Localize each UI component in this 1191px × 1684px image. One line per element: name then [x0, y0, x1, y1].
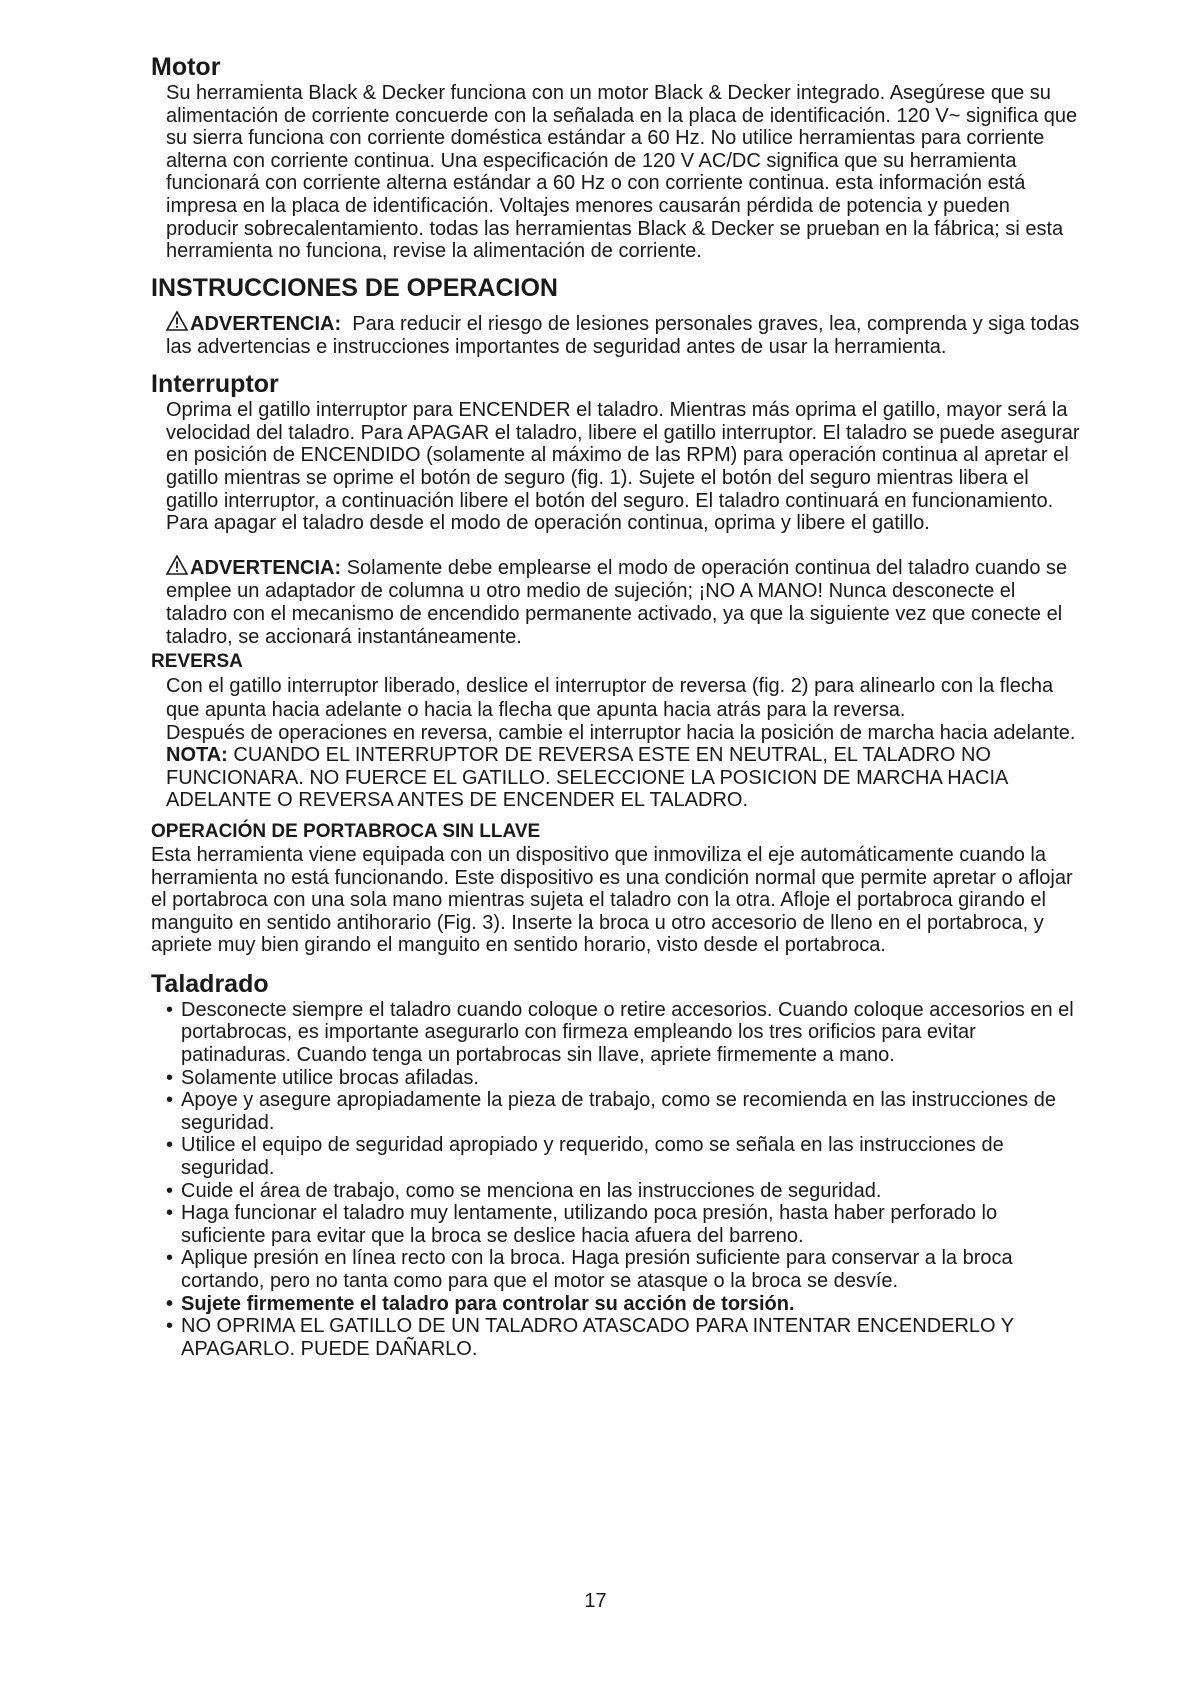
operation-heading: INSTRUCCIONES DE OPERACION: [151, 273, 558, 302]
motor-text: Su herramienta Black & Decker funciona con un motor Black & Decker integrado. Asegúrese que su alimentación de corriente concuerde con la señalada en la placa de identificación. 120 V~ significa que su sierra funciona con corriente doméstica estándar a 60 Hz. No utilice herramientas para corriente alterna con corriente continua. Una especificación de 120 V AC/DC significa que su herramienta funcionará con corriente alterna estándar a 60 Hz o con corriente continua. esta información está impresa en la placa de identificación. Voltajes menores causarán pérdida de potencia y pueden producir sobrecalentamiento. todas las herramientas Black & Decker se prueban en la fábrica; si esta herramienta no funciona, revise la alimentación de corriente.: [166, 82, 1078, 263]
note-text: CUANDO EL INTERRUPTOR DE REVERSA ESTE EN NEUTRAL, EL TALADRO NO FUNCIONARA. NO FUERCE EL GATILLO. SELECCIONE LA POSICION DE MARCHA HACIA ADELANTE O REVERSA ANTES DE ENCENDER EL TALADRO.: [166, 744, 1008, 812]
manual-page: [151, 52, 1081, 1360]
warning-triangle-icon: [166, 555, 190, 577]
list-item: • Sujete firmemente el taladro para controlar su acción de torsión.: [166, 1292, 795, 1315]
list-item: • Desconecte siempre el taladro cuando coloque o retire accesorios. Cuando coloque accesorios en el portabrocas, es importante asegurarlo con firmeza empleando los tres orificios para evitar patinaduras. Cuando tenga un portabrocas sin llave, apriete firmemente a mano.: [166, 998, 1074, 1067]
list-item: • NO OPRIMA EL GATILLO DE UN TALADRO ATASCADO PARA INTENTAR ENCENDERLO Y APAGARLO. PUEDE DAÑARLO.: [166, 1315, 1014, 1360]
switch-text: Oprima el gatillo interruptor para ENCENDER el taladro. Mientras más oprima el gatillo, mayor será la velocidad del taladro. Para APAGAR el taladro, libere el gatillo interruptor. El taladro se puede asegurar en posición de ENCENDIDO (solamente al máximo de las RPM) para operación continua al apretar el gatillo mientras se oprime el botón de seguro (fig. 1). Sujete el botón del seguro mientras libera el gatillo interruptor, a continuación libere el botón del seguro. El taladro continuará en funcionamiento. Para apagar el taladro desde el modo de operación continua, oprima y libere el gatillo.: [166, 399, 1080, 535]
list-item: • Cuide el área de trabajo, como se menciona en las instrucciones de seguridad.: [166, 1179, 882, 1202]
drilling-list: [151, 999, 1081, 1361]
switch-warning: [151, 555, 1081, 650]
list-item: • Apoye y asegure apropiadamente la pieza de trabajo, como se recomienda en las instrucciones de seguridad.: [166, 1089, 1056, 1134]
drilling-heading: Taladrado: [151, 969, 269, 998]
chuck-text: Esta herramienta viene equipada con un dispositivo que inmoviliza el eje automáticamente cuando la herramienta no está funcionando. Este dispositivo es una condición normal que permite apretar o aflojar el portabroca con una sola mano mientras sujeta el taladro con la otra. Afloje el portabroca girando el manguito en sentido antihorario (Fig. 3). Inserte la broca u otro accesorio de lleno en el portabroca, y apriete muy bien girando el manguito en sentido horario, visto desde el portabroca.: [151, 843, 1073, 957]
motor-heading: Motor: [151, 53, 221, 81]
note-label: NOTA:: [166, 744, 228, 767]
warning-label: ADVERTENCIA:: [190, 312, 342, 335]
list-item: • Solamente utilice brocas afiladas.: [166, 1066, 479, 1089]
warning-triangle-icon: [166, 311, 190, 333]
reverse-text-1: Con el gatillo interruptor liberado, deslice el interruptor de reversa (fig. 2) para alinearlo con la flecha que apunta hacia adelante o hacia la flecha que apunta hacia atrás para la reversa.: [166, 674, 1054, 721]
warning-text: Para reducir el riesgo de lesiones personales graves, lea, comprenda y siga todas las advertencias e instrucciones importantes de seguridad antes de usar la herramienta.: [166, 312, 1080, 358]
warning-text: Solamente debe emplearse el modo de operación continua del taladro cuando se emplee un adaptador de columna u otro medio de sujeción; ¡NO A MANO! Nunca desconecte el taladro con el mecanismo de encendido permanente activado, ya que la siguiente vez que conecte el taladro, se accionará instantáneamente.: [166, 556, 1068, 649]
list-item: • Utilice el equipo de seguridad apropiado y requerido, como se señala en las instrucciones de seguridad.: [166, 1134, 1004, 1180]
switch-heading: Interruptor: [151, 370, 279, 399]
page-number: 17: [584, 1590, 607, 1612]
list-item: • Haga funcionar el taladro muy lentamente, utilizando poca presión, hasta haber perforado lo suficiente para evitar que la broca se deslice hacia afuera del barreno.: [166, 1202, 998, 1247]
reverse-note: [151, 744, 1081, 812]
warning-label: ADVERTENCIA:: [190, 556, 342, 579]
reverse-heading: REVERSA: [151, 650, 243, 672]
operation-warning: [151, 311, 1081, 359]
list-item: • Aplique presión en línea recto con la broca. Haga presión suficiente para conservar a la broca cortando, pero no tanta como para que el motor se atasque o la broca se desvíe.: [166, 1247, 1013, 1292]
reverse-text-2: Después de operaciones en reversa, cambie el interruptor hacia la posición de marcha hacia adelante.: [166, 721, 1076, 744]
chuck-heading: OPERACIÓN DE PORTABROCA SIN LLAVE: [151, 820, 541, 842]
